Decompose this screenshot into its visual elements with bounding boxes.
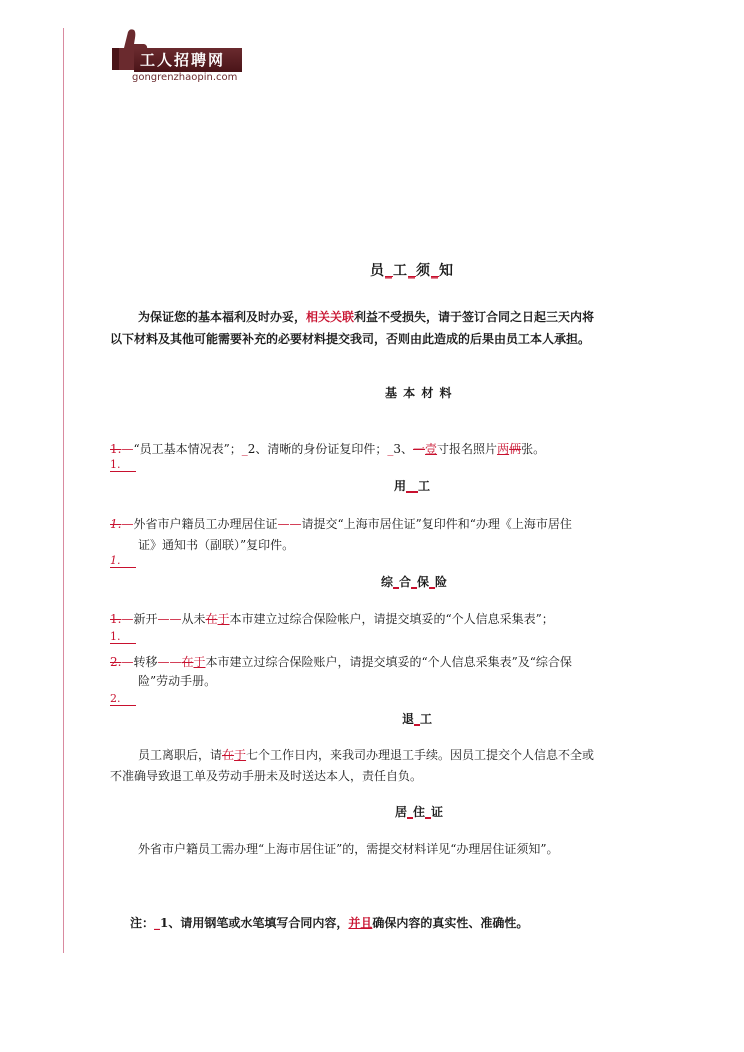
logo-wordmark: 工人招聘网 <box>134 48 242 72</box>
resignation-line-2: 不准确导致退工单及劳动手册未及时送达本人，责任自负。 <box>110 769 423 783</box>
page-margin-line <box>63 28 64 953</box>
site-logo[interactable] <box>110 26 242 86</box>
insurance-item-2-cont: 险”劳动手册。 <box>138 674 217 688</box>
employment-line-2: 证》通知书（副联）”复印件。 <box>138 538 295 552</box>
resignation-line-1: 员工离职后，请在于七个工作日内，来我司办理退工手续。因员工提交个人信息不全或 <box>138 748 595 762</box>
list-number-marker: 1. <box>110 630 136 644</box>
logo-url: gongrenzhaopin.com <box>132 72 238 83</box>
basic-materials-line: 1.—“员工基本情况表”；_2、清晰的身份证复印件；_3、一壹寸报名照片两俩张。 <box>110 442 546 456</box>
intro-line-1: 为保证您的基本福利及时办妥，相关关联利益不受损失，请于签订合同之日起三天内将 <box>138 310 595 324</box>
section-resignation: 退_工 <box>402 712 433 726</box>
list-number-marker: 1. <box>110 458 136 472</box>
employment-line-1: 1.—外省市户籍员工办理居住证——请提交“上海市居住证”复印件和“办理《上海市居住 <box>110 517 572 531</box>
section-insurance: 综_合_保_险 <box>381 575 448 589</box>
list-number-marker: 1. <box>110 554 136 568</box>
section-residence-permit: 居_住_证 <box>395 805 444 819</box>
intro-line-2: 以下材料及其他可能需要补充的必要材料提交我司，否则由此造成的后果由员工本人承担。 <box>110 332 591 346</box>
insurance-item-2: 2.—转移——在于本市建立过综合保险账户，请提交填妥的“个人信息采集表”及“综合保 <box>110 655 572 669</box>
page-title: 员_工_须_知 <box>370 263 454 279</box>
residence-permit-line: 外省市户籍员工需办理“上海市居住证”的，需提交材料详见“办理居住证须知”。 <box>138 842 559 856</box>
section-employment: 用__工 <box>394 479 431 493</box>
footer-note: 注：_1、请用钢笔或水笔填写合同内容，并且确保内容的真实性、准确性。 <box>130 916 529 930</box>
list-number-marker: 2. <box>110 692 136 706</box>
insurance-item-1: 1.—新开——从未在于本市建立过综合保险帐户，请提交填妥的“个人信息采集表”； <box>110 612 554 626</box>
section-basic-materials: 基 本 材 料 <box>385 386 453 400</box>
